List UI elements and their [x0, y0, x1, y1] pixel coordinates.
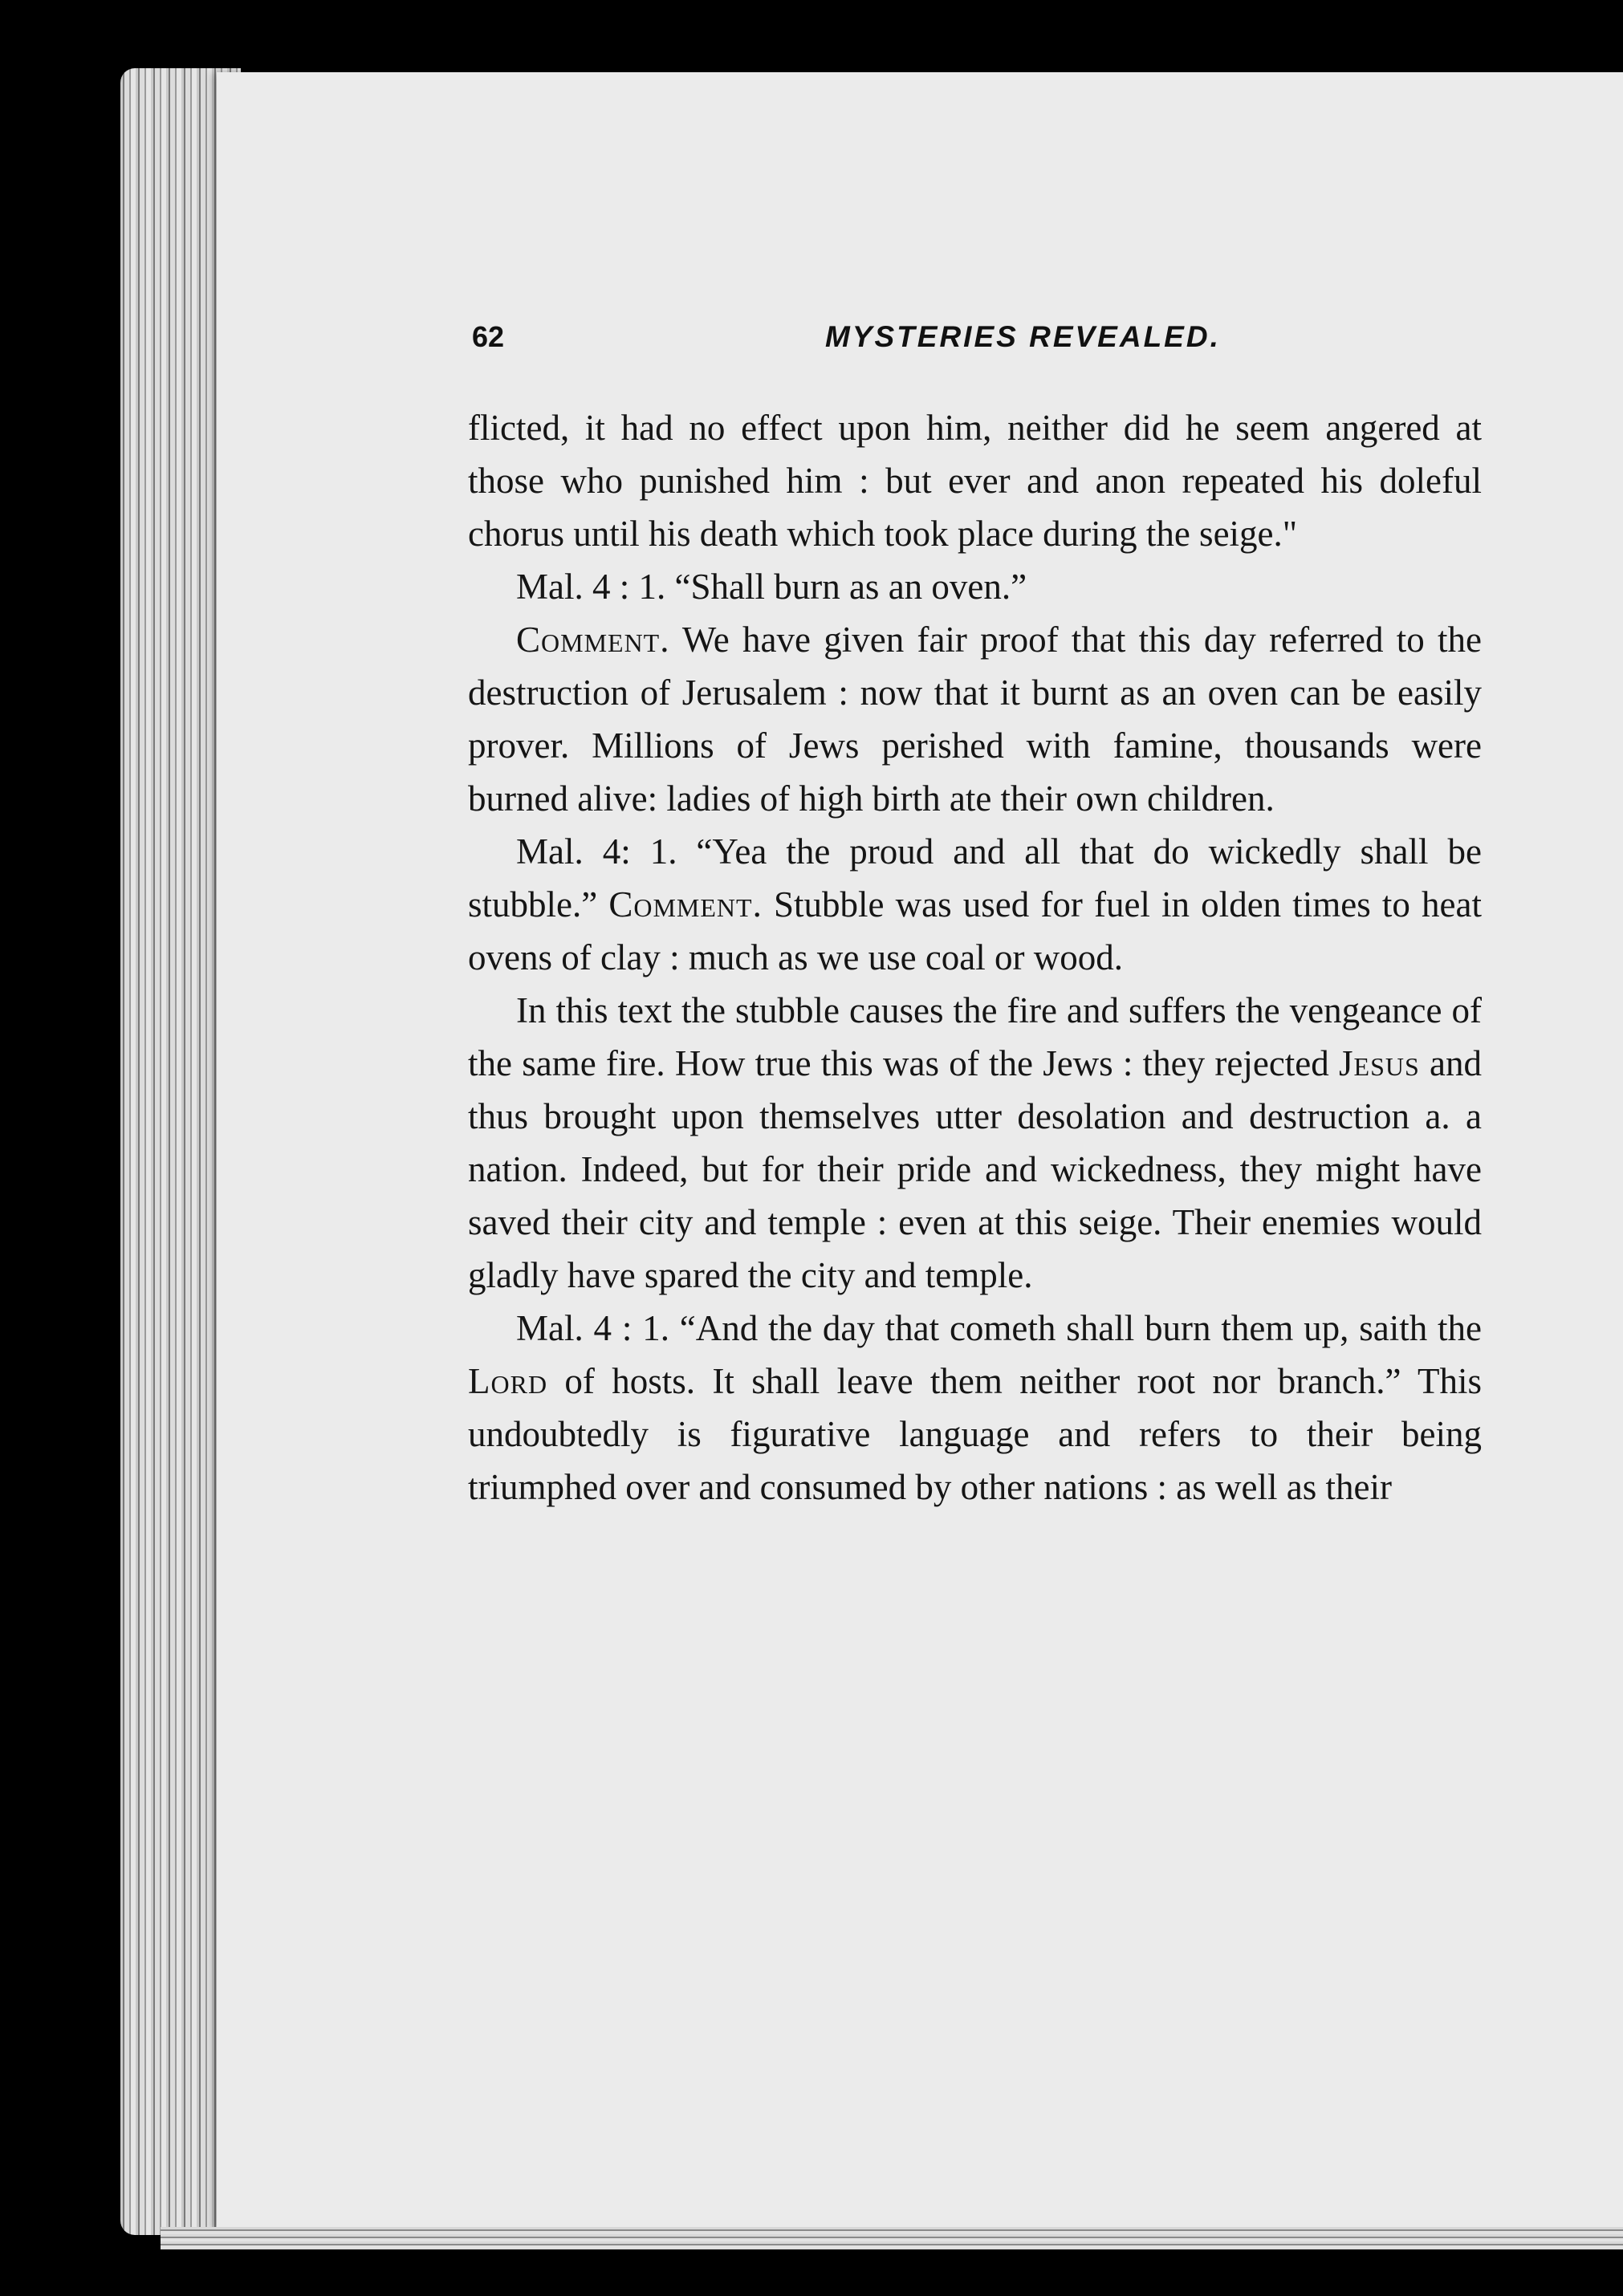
paragraph-p5	[468, 984, 1482, 1302]
small-caps-word: Comment.	[608, 884, 763, 924]
small-caps-word: Comment.	[516, 620, 670, 660]
small-caps-word: Lord	[468, 1361, 548, 1401]
text-run: Mal. 4 : 1. “Shall burn as an oven.”	[516, 567, 1027, 607]
text-run: Stubble was used for fuel in olden times to heat ovens of clay : much as we use coal or wood.	[468, 884, 1483, 977]
text-run: and thus brought upon themselves utter desolation and destruction a. a nation. Indeed, but for their pride and wickedness, they might have saved their city and temple : even at this seige. Their enemies would gladly have spared the city and temple.	[468, 1043, 1482, 1295]
text-run: of hosts. It shall leave them neither root nor branch.” This undoubtedly is figurative language and refers to their being triumphed over and consumed by other nations : as well as their	[468, 1361, 1482, 1507]
text-run: We have given fair proof that this day referred to the destruction of Jerusalem : now that it burnt as an oven can be easily prover. Millions of Jews perished with famine, thousands were burned alive: ladies of high birth ate their own children.	[468, 620, 1482, 819]
text-run: Mal. 4: 1. “Yea the proud and all that do wickedly shall be stubble.”	[468, 831, 1482, 924]
book-bottom-edge	[161, 2227, 1623, 2249]
paragraph-p4	[468, 825, 1482, 984]
body-text	[468, 401, 1482, 1514]
text-run: flicted, it had no effect upon him, neither did he seem angered at those who punished him : but ever and anon repeated his doleful chorus until his death which took place during the seige."	[468, 408, 1482, 554]
paragraph-p3	[468, 613, 1482, 825]
running-head	[472, 313, 1482, 361]
page-number: 62	[472, 320, 505, 353]
running-title: MYSTERIES REVEALED.	[825, 320, 1221, 353]
small-caps-word: Jesus	[1339, 1043, 1420, 1083]
paragraph-p6	[468, 1302, 1482, 1514]
paragraph-p2	[468, 560, 1482, 613]
paragraph-p1	[468, 401, 1482, 560]
text-run: In this text the stubble causes the fire and suffers the vengeance of the same fire. How true this was of the Jews : they rejected	[468, 990, 1482, 1083]
text-run: Mal. 4 : 1. “And the day that cometh shall burn them up, saith the	[516, 1308, 1482, 1348]
